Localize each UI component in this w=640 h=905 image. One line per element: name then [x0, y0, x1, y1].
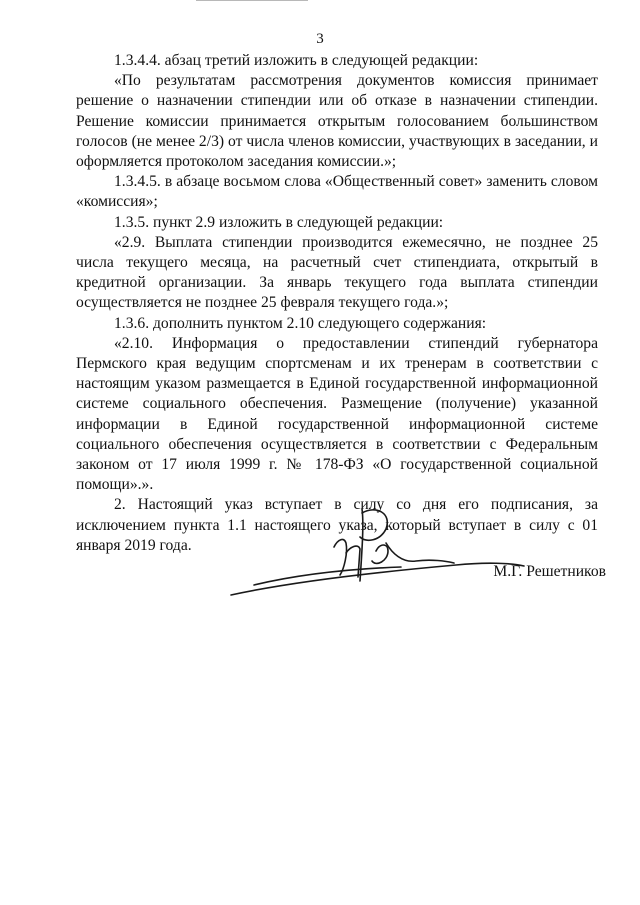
paragraph-quote-commission-decision: «По результатам рассмотрения документов комиссия принимает решение о назначении стипендии или об отказе в назначении стипендии. Решение комиссии принимается открытым голосованием большинством голосов (не менее 2/3) от числа членов комиссии, участвующих в заседании, и оформляется протоколом заседания комиссии.»;: [76, 72, 598, 171]
paragraph-quote-2-10: «2.10. Информация о предоставлении стипендий губернатора Пермского края ведущим спортсменам и их тренерам в соответствии с настоящим указом размещается в Единой государственной информационной системе социального обеспечения. Размещение (получение) указанной информации в Единой государственной информационной системе социального обеспечения осуществляется в соответствии с Федеральным законом от 17 июля 1999 г. № 178-ФЗ «О государственной социальной помощи».».: [76, 334, 598, 494]
paragraph-1-3-4-5: 1.3.4.5. в абзаце восьмом слова «Общественный совет» заменить словом «комиссия»;: [76, 173, 598, 211]
top-rule: [196, 0, 308, 1]
page-number: 3: [316, 31, 324, 47]
signer-name: М.Г. Решетников: [493, 563, 606, 580]
paragraph-1-3-5: 1.3.5. пункт 2.9 изложить в следующей редакции:: [114, 213, 444, 231]
document-body: [76, 51, 598, 556]
paragraph-1-3-6: 1.3.6. дополнить пунктом 2.10 следующего содержания:: [114, 314, 487, 332]
handwritten-signature-icon: [226, 503, 526, 603]
signature-block: [76, 503, 606, 613]
paragraph-effective-date: 2. Настоящий указ вступает в силу со дня его подписания, за исключением пункта 1.1 настоящего указа, который вступает в силу с 01 января 2019 года.: [76, 496, 598, 554]
paragraph-quote-2-9: «2.9. Выплата стипендии производится ежемесячно, не позднее 25 числа текущего месяца, на расчетный счет стипендиата, открытый в кредитной организации. За январь текущего года выплата стипендии осуществляется не позднее 25 февраля текущего года.»;: [76, 233, 598, 312]
paragraph-1-3-4-4: 1.3.4.4. абзац третий изложить в следующей редакции:: [114, 52, 479, 69]
